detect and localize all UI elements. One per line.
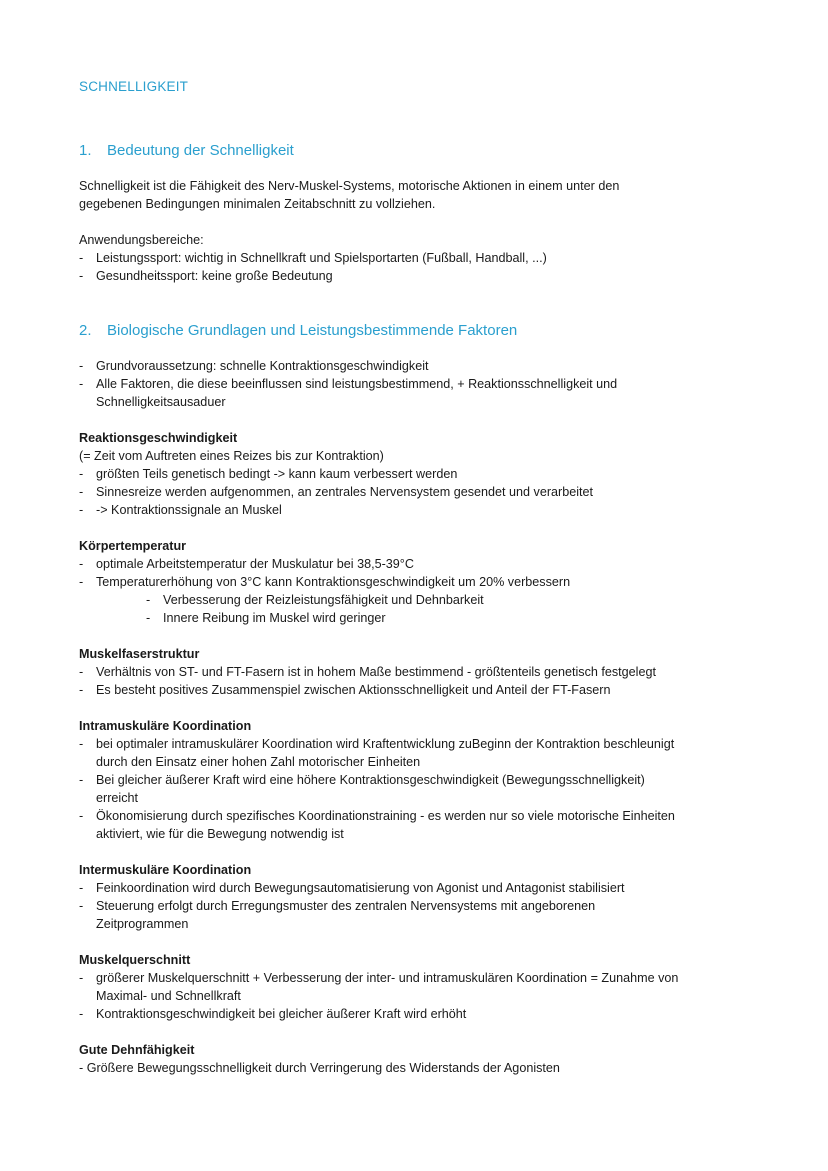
text-line: Steuerung erfolgt durch Erregungsmuster des zentralen Nervensystems mit angeborenen [96,899,596,913]
text-line: durch den Einsatz einer hohen Zahl motorischer Einheiten [96,755,421,769]
text-line: Grundvoraussetzung: schnelle Kontraktionsgeschwindigkeit [96,359,429,373]
document-body [79,141,769,1077]
text-line: Sinnesreize werden aufgenommen, an zentrales Nervensystem gesendet und verarbeitet [96,485,594,499]
paragraph [79,177,769,213]
text-line: Körpertemperatur [79,539,187,553]
dash-bullet-icon: - [79,269,84,283]
spacer [79,1023,769,1041]
text-line: Alle Faktoren, die diese beeinflussen sind leistungsbestimmend, + Reaktionsschnelligkeit und [96,377,618,391]
dash-bullet-icon: - [79,899,84,913]
text-line: aktiviert, wie für die Bewegung notwendig ist [96,827,344,841]
document-title: SCHNELLIGKEIT [79,79,189,94]
list-item [79,267,769,285]
text-line: Zeitprogrammen [96,917,189,931]
text-line: Verbesserung der Reizleistungsfähigkeit und Dehnbarkeit [163,593,484,607]
spacer [79,843,769,861]
paragraph [79,1059,769,1077]
dash-bullet-icon: - [79,881,84,895]
text-line: Gute Dehnfähigkeit [79,1043,195,1057]
text-line: Intermuskuläre Koordination [79,863,252,877]
sub-list-item [146,609,769,627]
dash-bullet-icon: - [79,557,84,571]
subheading [79,951,769,969]
spacer [79,213,769,231]
list-item [79,735,769,771]
text-line: - Größere Bewegungsschnelligkeit durch Verringerung des Widerstands der Agonisten [79,1061,560,1075]
dash-bullet-icon: - [146,593,151,607]
list-item [79,249,769,267]
list-item [79,807,769,843]
text-line: Verhältnis von ST- und FT-Fasern ist in hohem Maße bestimmend - größtenteils genetisch festgelegt [96,665,656,679]
dash-bullet-icon: - [79,503,84,517]
dash-bullet-icon: - [79,485,84,499]
paragraph [79,447,769,465]
subheading [79,429,769,447]
list-item [79,771,769,807]
text-line: Intramuskuläre Koordination [79,719,252,733]
dash-bullet-icon: - [79,773,84,787]
subheading [79,717,769,735]
section-heading [79,321,769,341]
subheading [79,1041,769,1059]
list-item [79,879,769,897]
list-item [79,1005,769,1023]
dash-bullet-icon: - [79,359,84,373]
section-number: 1. [79,142,92,159]
text-line: Kontraktionsgeschwindigkeit bei gleicher äußerer Kraft wird erhöht [96,1007,467,1021]
section-heading [79,141,769,161]
text-line: Bei gleicher äußerer Kraft wird eine höhere Kontraktionsgeschwindigkeit (Bewegungsschnelligkeit) [96,773,645,787]
list-item [79,663,769,681]
text-line: Leistungssport: wichtig in Schnellkraft und Spielsportarten (Fußball, Handball, ...) [96,251,547,265]
section-heading-text: Biologische Grundlagen und Leistungsbestimmende Faktoren [107,322,518,339]
list-item [79,375,769,411]
list-item [79,897,769,933]
text-line: Muskelquerschnitt [79,953,191,967]
dash-bullet-icon: - [79,377,84,391]
section-heading-text: Bedeutung der Schnelligkeit [107,142,294,159]
text-line: Muskelfaserstruktur [79,647,200,661]
text-line: größerer Muskelquerschnitt + Verbesserung der inter- und intramuskulären Koordination = Zunahme von [96,971,679,985]
text-line: Ökonomisierung durch spezifisches Koordinationstraining - es werden nur so viele motorische Einheiten [96,809,675,823]
dash-bullet-icon: - [79,251,84,265]
spacer [79,699,769,717]
document [79,78,769,1077]
text-line: bei optimaler intramuskulärer Koordination wird Kraftentwicklung zuBeginn der Kontraktion beschleunigt [96,737,675,751]
section-number: 2. [79,322,92,339]
dash-bullet-icon: - [146,611,151,625]
text-line: Schnelligkeit ist die Fähigkeit des Nerv-Muskel-Systems, motorische Aktionen in einem unter den [79,179,620,193]
text-line: Temperaturerhöhung von 3°C kann Kontraktionsgeschwindigkeit um 20% verbessern [96,575,571,589]
list-item [79,501,769,519]
list-item [79,555,769,573]
subheading [79,861,769,879]
dash-bullet-icon: - [79,971,84,985]
text-line: Feinkoordination wird durch Bewegungsautomatisierung von Agonist und Antagonist stabilisiert [96,881,625,895]
text-line: Maximal- und Schnellkraft [96,989,241,1003]
dash-bullet-icon: - [79,809,84,823]
sub-list-item [146,591,769,609]
list-item [79,357,769,375]
text-line: (= Zeit vom Auftreten eines Reizes bis zur Kontraktion) [79,449,384,463]
list-item [79,681,769,699]
spacer [79,285,769,321]
text-line: Es besteht positives Zusammenspiel zwischen Aktionsschnelligkeit und Anteil der FT-Fasern [96,683,611,697]
subheading [79,537,769,555]
spacer [79,627,769,645]
spacer [79,411,769,429]
list-item [79,969,769,1005]
dash-bullet-icon: - [79,665,84,679]
dash-bullet-icon: - [79,683,84,697]
text-line: Anwendungsbereiche: [79,233,204,247]
text-line: Schnelligkeitsausaduer [96,395,226,409]
subheading [79,645,769,663]
dash-bullet-icon: - [79,467,84,481]
list-item [79,483,769,501]
spacer [79,933,769,951]
text-line: gegebenen Bedingungen minimalen Zeitabschnitt zu vollziehen. [79,197,436,211]
text-line: Innere Reibung im Muskel wird geringer [163,611,386,625]
text-line: Reaktionsgeschwindigkeit [79,431,238,445]
text-line: -> Kontraktionssignale an Muskel [96,503,282,517]
list-item [79,573,769,591]
text-line: größten Teils genetisch bedingt -> kann kaum verbessert werden [96,467,458,481]
text-line: erreicht [96,791,138,805]
dash-bullet-icon: - [79,1007,84,1021]
spacer [79,519,769,537]
text-line: optimale Arbeitstemperatur der Muskulatur bei 38,5-39°C [96,557,414,571]
list-item [79,465,769,483]
paragraph [79,231,769,249]
dash-bullet-icon: - [79,575,84,589]
dash-bullet-icon: - [79,737,84,751]
text-line: Gesundheitssport: keine große Bedeutung [96,269,333,283]
